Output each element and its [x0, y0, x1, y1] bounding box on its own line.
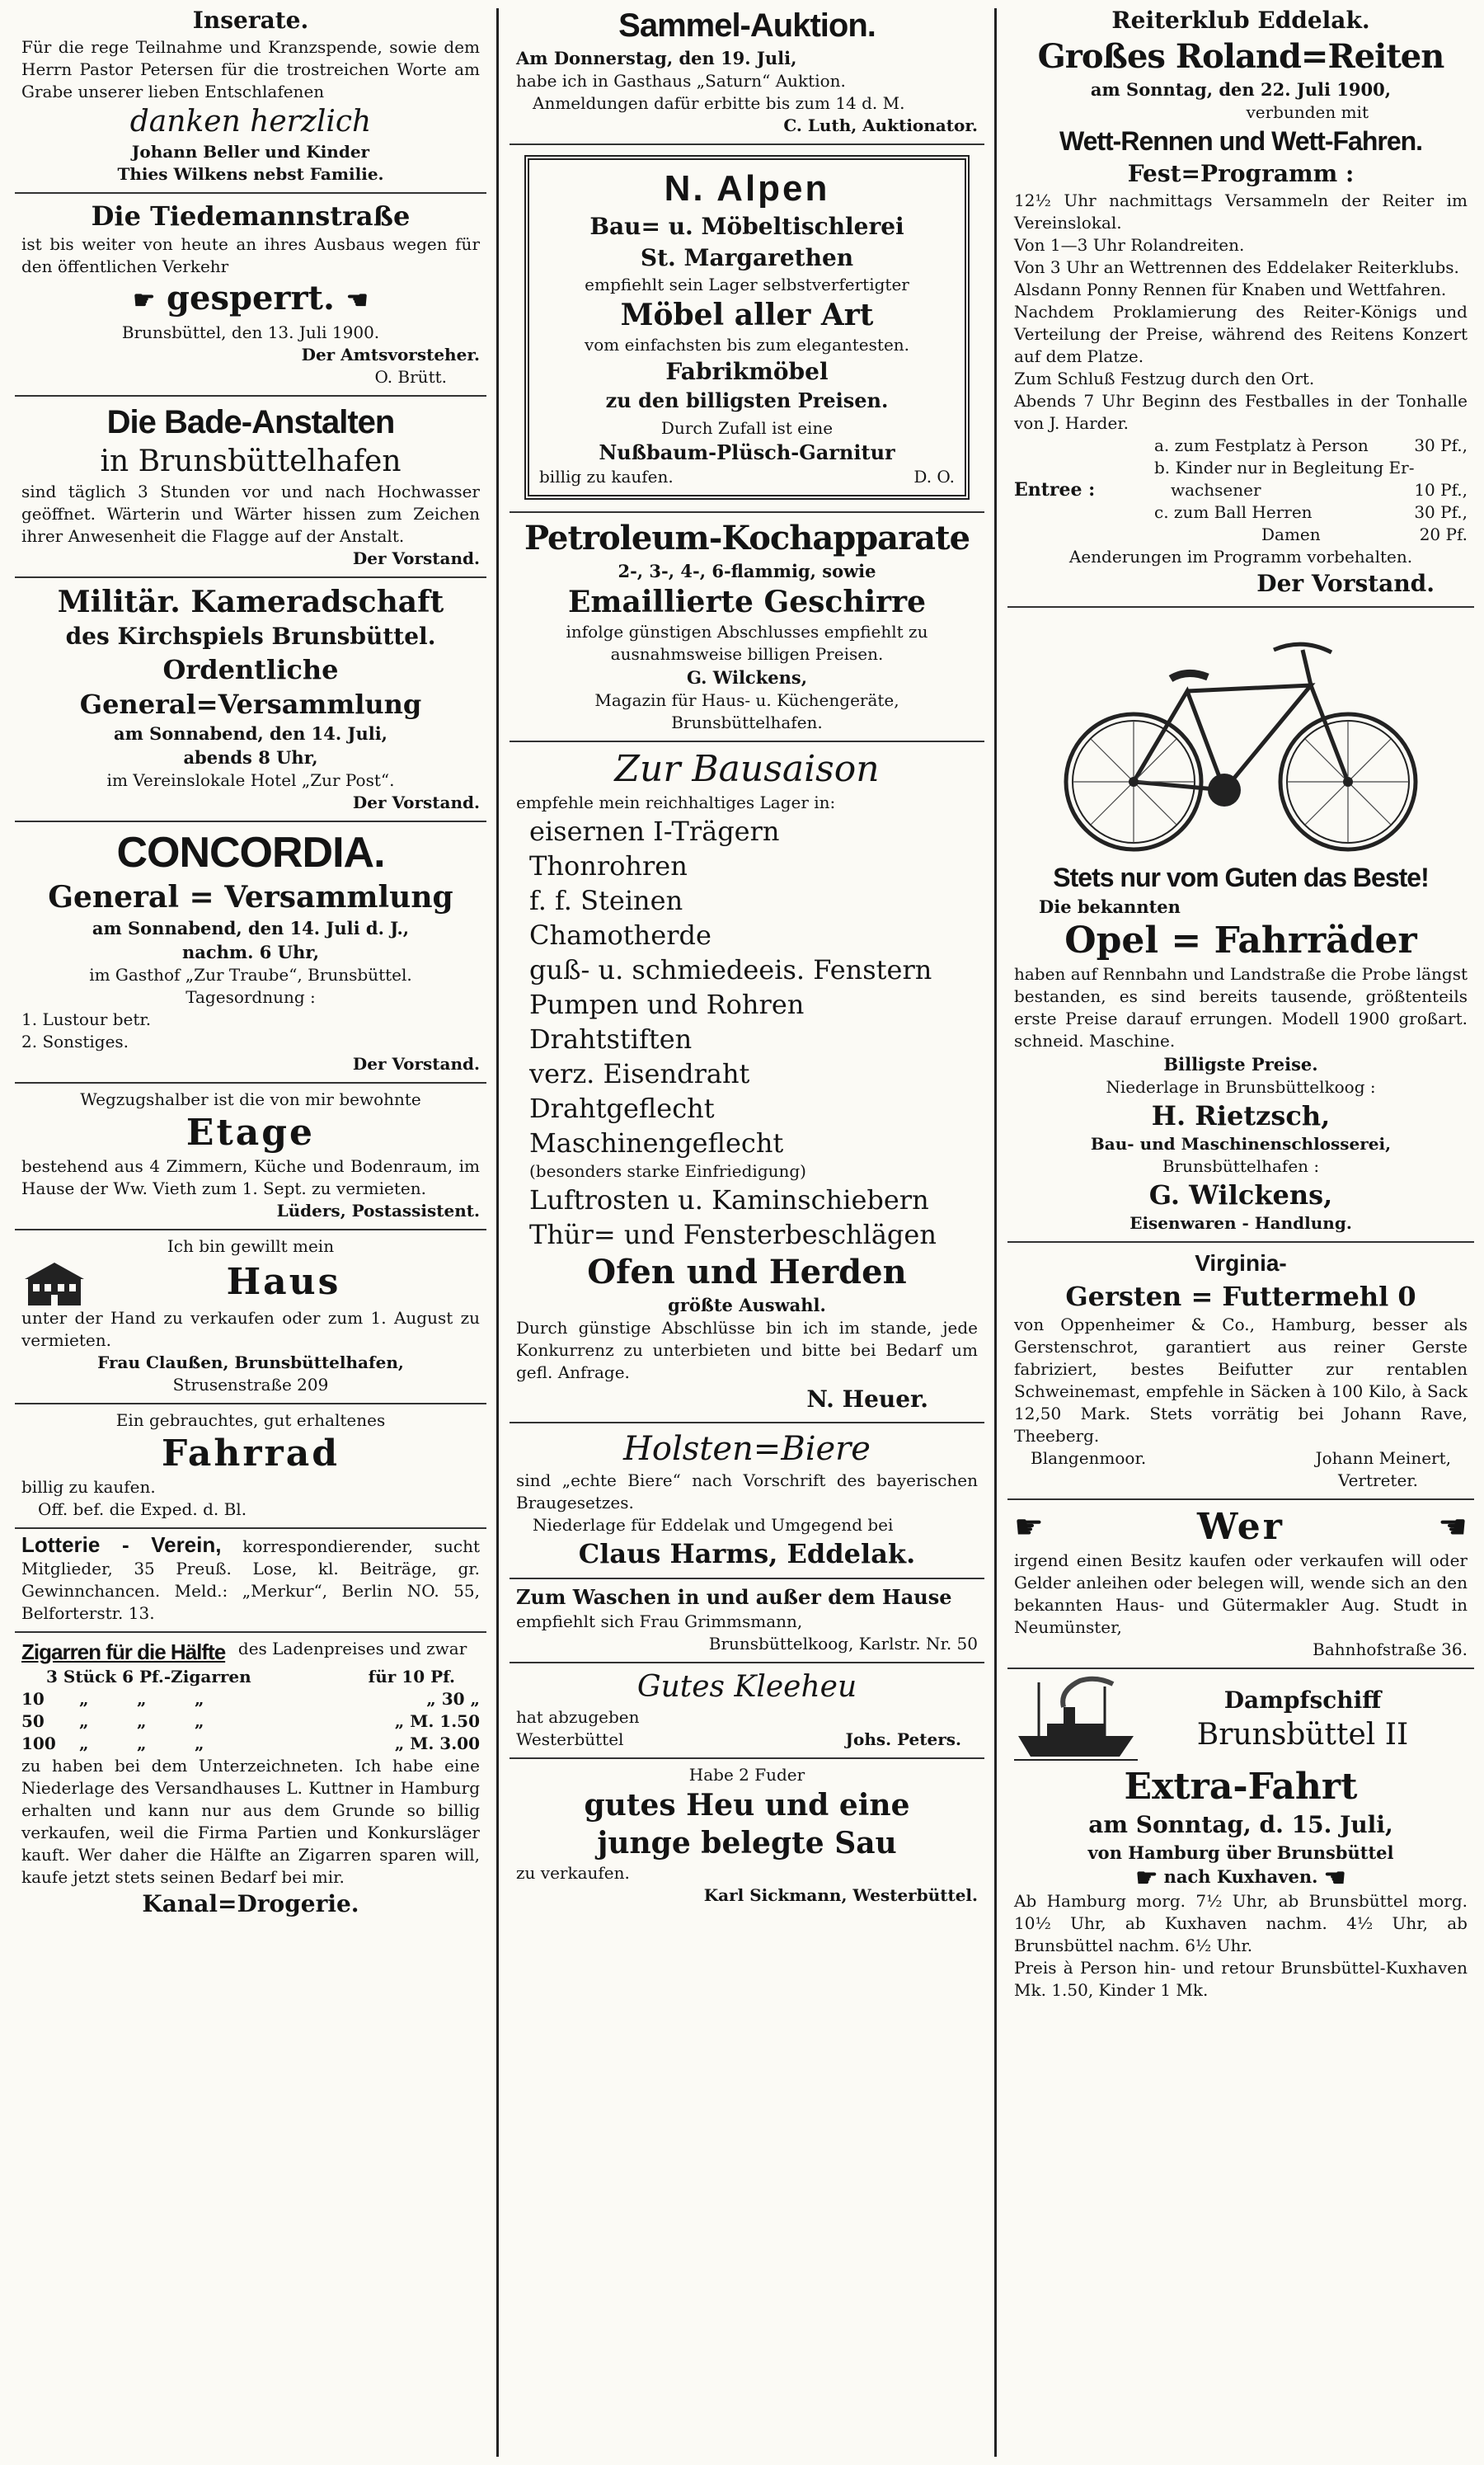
ad-agenda-item: 2. Sonstiges.: [21, 1032, 129, 1051]
ad-subtitle: in Brunsbüttelhafen: [100, 445, 402, 478]
ad-address: Strusenstraße 209: [172, 1375, 329, 1395]
ad-agenda-item: 1. Lustour betr.: [21, 1009, 152, 1029]
ad-dealer-sub: Bau- und Maschinenschlosserei,: [1090, 1134, 1392, 1154]
program-title: Fest=Programm :: [1127, 160, 1355, 187]
ad-headline: General = Versammlung: [48, 880, 453, 915]
ad-text: hat abzugeben: [516, 1707, 640, 1727]
ad-place: Brunsbüttelhafen.: [671, 713, 823, 732]
ad-headline: gutes Heu und eine: [584, 1788, 910, 1823]
ad-sammel-auktion: [510, 0, 984, 145]
ad-signature: Karl Sickmann, Westerbüttel.: [703, 1885, 978, 1905]
ad-intro: Ein gebrauchtes, gut erhaltenes: [115, 1410, 386, 1430]
ad-date: Am Donnerstag, den 19. Juli,: [516, 48, 797, 68]
price-row: c. zum Ball Herren 30 Pf.,: [1154, 502, 1468, 522]
ad-text: empfiehlt sich Frau Grimmsmann,: [516, 1611, 803, 1631]
ad-headline: Emaillierte Geschirre: [567, 585, 927, 619]
ad-text: unter der Hand zu verkaufen oder zum 1. August zu vermieten.: [21, 1308, 480, 1350]
ad-signature: Der Vorstand.: [352, 793, 480, 812]
ad-signature: Johann Meinert,: [1315, 1448, 1451, 1468]
ad-intro: Habe 2 Fuder: [688, 1765, 805, 1785]
ad-slogan: Stets nur vom Guten das Beste!: [1053, 863, 1429, 892]
ad-date: am Sonntag, d. 15. Juli,: [1088, 1811, 1393, 1838]
ad-text: Off. bef. die Exped. d. Bl.: [38, 1499, 247, 1519]
section-title: Inserate.: [192, 7, 309, 34]
ad-headline-sub: größte Auswahl.: [668, 1295, 826, 1315]
ad-signature: Der Vorstand.: [352, 1054, 480, 1074]
list-item: Pumpen und Rohren: [529, 989, 805, 1020]
ad-headline: General=Versammlung: [79, 689, 422, 720]
ad-headline: Extra-Fahrt: [1124, 1766, 1358, 1808]
ad-bausaison: [510, 742, 984, 1423]
program-item: Alsdann Ponny Rennen für Knaben und Wettfahren.: [1014, 280, 1447, 299]
program-item: 12½ Uhr nachmittags Versammeln der Reiter im Vereinslokal.: [1014, 191, 1468, 233]
price-row: b. Kinder nur in Begleitung Er-: [1154, 458, 1415, 477]
ad-text: zu den billigsten Preisen.: [605, 388, 889, 412]
ad-headline: Gersten = Futtermehl 0: [1065, 1281, 1416, 1312]
list-note: (besonders starke Einfriedigung): [529, 1161, 806, 1181]
ad-dealer: H. Rietzsch,: [1151, 1100, 1331, 1131]
ad-date: am Sonntag, den 22. Juli 1900,: [1090, 79, 1392, 100]
price-list: [1138, 435, 1468, 546]
ad-aside: des Ladenpreises und zwar: [237, 1639, 467, 1658]
ad-text: empfiehlt sein Lager selbstverfertigter: [585, 275, 909, 294]
ad-place: im Gasthof „Zur Traube“, Brunsbüttel.: [89, 965, 412, 985]
ad-haus: [15, 1230, 486, 1404]
ad-headline-row: [21, 278, 480, 322]
entree-label: Entree :: [1014, 479, 1096, 501]
price-row: 50 „ „ „ „ M. 1.50: [21, 1711, 480, 1731]
ad-place: Westerbüttel: [516, 1729, 624, 1749]
ad-concordia: [15, 822, 486, 1084]
ad-place: St. Margarethen: [640, 244, 854, 271]
ad-intro: Ich bin gewillt mein: [167, 1236, 335, 1256]
ad-place: Blangenmoor.: [1031, 1448, 1147, 1468]
ad-address: Bahnhofstraße 36.: [1313, 1639, 1468, 1659]
ad-title: Opel = Fahrräder: [1064, 920, 1417, 962]
ad-headline: Etage: [186, 1112, 316, 1154]
list-item: f. f. Steinen: [529, 885, 683, 916]
ad-place: im Vereinslokale Hotel „Zur Post“.: [106, 770, 395, 790]
price-row: a. zum Festplatz à Person 30 Pf.,: [1154, 435, 1468, 455]
list-item: guß- u. schmiedeeis. Fenstern: [529, 954, 932, 986]
ad-headline: Fahrrad: [162, 1432, 340, 1475]
ad-title: Zigarren für die Hälfte: [21, 1639, 226, 1664]
ad-time: nachm. 6 Uhr,: [181, 942, 320, 962]
ad-wer: [1007, 1500, 1474, 1669]
ad-text: Durch Zufall ist eine: [660, 418, 834, 438]
ad-text: ist bis weiter von heute an ihres Ausbaus wegen für den öffentlichen Verkehr: [21, 234, 480, 276]
ad-headline: Wett-Rennen und Wett-Fahren.: [1059, 126, 1423, 156]
list-item: verz. Eisendraht: [529, 1058, 750, 1089]
ad-signature: G. Wilckens,: [686, 667, 808, 688]
ad-signature: C. Luth, Auktionator.: [783, 115, 978, 135]
ad-title: Zur Bausaison: [614, 748, 880, 790]
ad-subtitle: Bau= u. Möbeltischlerei: [589, 213, 904, 240]
ad-ship-name: Brunsbüttel II: [1196, 1718, 1409, 1752]
ad-initials: D. O.: [913, 467, 955, 487]
pointing-hand-right-icon: ☛: [1135, 1864, 1158, 1893]
ad-date: am Sonnabend, den 14. Juli d. J.,: [92, 918, 410, 938]
program-item: Nachdem Proklamierung des Reiter-Königs und Verteilung der Preise, während des Reitens Konzert auf dem Platze.: [1014, 302, 1468, 366]
ad-intro: empfehle mein reichhaltiges Lager in:: [516, 793, 836, 812]
price-row: 10 „ „ „ „ 30 „: [21, 1689, 480, 1709]
ad-intro: Wegzugshalber ist die von mir bewohnte: [80, 1089, 421, 1109]
ad-heu: [510, 1759, 984, 1913]
ad-depot: Niederlage in Brunsbüttelkoog :: [1106, 1077, 1376, 1097]
ad-route: von Hamburg über Brunsbüttel: [1087, 1842, 1394, 1863]
ad-text: vom einfachsten bis zum elegantesten.: [584, 335, 910, 355]
ad-signature: Frau Claußen, Brunsbüttelhafen,: [97, 1352, 404, 1372]
ad-virginia: [1007, 1243, 1474, 1500]
ad-headline: Ofen und Herden: [587, 1253, 907, 1291]
ad-signature-sub: Magazin für Haus- u. Küchengeräte,: [594, 690, 899, 710]
ad-place-date: Brunsbüttel, den 13. Juli 1900.: [121, 322, 380, 342]
ad-text: infolge günstigen Abschlusses empfiehlt zu ausnahmsweise billigen Preisen.: [566, 622, 928, 664]
ad-text: Anmeldungen dafür erbitte bis zum 14 d. M.: [533, 93, 905, 113]
ad-headline: Ordentliche: [162, 654, 339, 685]
list-item: Drahtgeflecht: [529, 1093, 715, 1124]
product-list: [516, 814, 978, 1252]
ad-title: CONCORDIA.: [116, 829, 385, 877]
ad-border-frame: [524, 155, 970, 500]
ad-headline-row: [21, 1258, 480, 1307]
ad-signature: Der Amtsvorsteher.: [301, 345, 480, 365]
ad-title: Die Bade-Anstalten: [106, 404, 395, 440]
ad-address: Brunsbüttelkoog, Karlstr. Nr. 50: [708, 1634, 978, 1654]
steamship-icon: [1014, 1674, 1138, 1765]
ad-headline: Nußbaum-Plüsch-Garnitur: [599, 440, 895, 464]
ad-fahrrad: [15, 1404, 486, 1529]
column-middle: [510, 0, 984, 2465]
pointing-hand-left-icon: ☚: [1438, 1508, 1468, 1546]
ad-headline: danken herzlich: [129, 105, 372, 139]
ad-signature: Lüders, Postassistent.: [276, 1201, 480, 1221]
ad-headline: Wer: [1196, 1506, 1284, 1548]
house-icon: [21, 1258, 87, 1307]
ad-note: Aenderungen im Programm vorbehalten.: [1068, 547, 1413, 567]
ad-subtitle: des Kirchspiels Brunsbüttel.: [65, 623, 436, 650]
column-rule: [994, 8, 997, 2457]
ad-role: Vertreter.: [1337, 1470, 1418, 1490]
ad-text: zu haben bei dem Unterzeichneten. Ich habe eine Niederlage des Versandhauses L. Kuttner in Hamburg erhalten und kann nur aus dem Grunde so billig verkaufen, weil die Firma Partien und Konkursläger kauft. Wer daher die Hälfte an Zigarren sparen will, kaufe jetzt stets seinen Bedarf bei mir.: [21, 1756, 480, 1887]
ad-prices: Billigste Preise.: [1163, 1054, 1318, 1075]
ad-title: Großes Roland=Reiten: [1037, 37, 1444, 76]
column-right: [1007, 0, 1474, 2465]
ad-inserate: [15, 0, 486, 194]
ad-headline: gesperrt.: [167, 279, 335, 318]
pointing-hand-right-icon: ☛: [133, 286, 156, 315]
ad-bade-anstalten: [15, 397, 486, 578]
ad-waschen: [510, 1579, 984, 1663]
ad-route-row: [1014, 1864, 1468, 1893]
ad-signature: Kanal=Drogerie.: [142, 1890, 359, 1917]
ad-title: Holsten=Biere: [623, 1430, 871, 1468]
ad-signature: Der Vorstand.: [1256, 570, 1435, 597]
ad-route: nach Kuxhaven.: [1163, 1866, 1318, 1887]
ad-signature: Claus Harms, Eddelak.: [578, 1538, 916, 1569]
ad-intro: Die bekannten: [1039, 896, 1181, 917]
ad-dealer-sub: Eisenwaren - Handlung.: [1129, 1213, 1352, 1233]
price-row: wachsener 10 Pf.,: [1171, 480, 1468, 500]
ad-text: von Oppenheimer & Co., Hamburg, besser als Gerstenschrot, garantiert aus reiner Gerste fabriziert, bestes Beifutter zur rentablen Schweinemast, empfehle in Säcken à 100 Kilo, à Sack 12,50 Mark. Stets vorrätig bei Johann Rave, Theeberg.: [1014, 1315, 1468, 1446]
ad-title: Gutes Kleeheu: [636, 1670, 857, 1704]
pointing-hand-right-icon: ☛: [1014, 1508, 1044, 1546]
ad-signature: Johann Beller und Kinder: [131, 142, 370, 162]
ad-price: Preis à Person hin- und retour Brunsbüttel-Kuxhaven Mk. 1.50, Kinder 1 Mk.: [1014, 1958, 1468, 2000]
ad-title: N. Alpen: [664, 168, 830, 209]
ad-title: Die Tiedemannstraße: [91, 200, 411, 232]
price-row: 100 „ „ „ „ M. 3.00: [21, 1733, 480, 1753]
ad-club: Reiterklub Eddelak.: [1111, 7, 1370, 34]
ad-text: Durch günstige Abschlüsse bin ich im stande, jede Konkurrenz zu unterbieten und bitte bei Bedarf um gefl. Anfrage.: [516, 1318, 978, 1382]
ad-subtitle: 2-, 3-, 4-, 6-flammig, sowie: [618, 561, 876, 581]
ad-text: sind täglich 3 Stunden vor und nach Hochwasser geöffnet. Wärterin und Wärter hissen zum Zeichen ihrer Anwesenheit die Flagge auf der Anstalt.: [21, 482, 480, 546]
program-item: Von 1—3 Uhr Rolandreiten.: [1014, 235, 1245, 255]
ad-opel: [1007, 608, 1474, 1243]
ad-text: habe ich in Gasthaus „Saturn“ Auktion.: [516, 71, 846, 91]
ad-text: zu verkaufen.: [516, 1863, 630, 1883]
list-item: Drahtstiften: [529, 1023, 693, 1055]
ad-lotterie: [15, 1529, 486, 1633]
ad-signature: Thies Wilkens nebst Familie.: [117, 164, 384, 184]
ad-text: bestehend aus 4 Zimmern, Küche und Bodenraum, im Hause der Ww. Vieth zum 1. Sept. zu vermieten.: [21, 1156, 480, 1198]
ad-text: billig zu kaufen.: [539, 467, 674, 487]
ad-holsten-biere: [510, 1423, 984, 1579]
ad-text: irgend einen Besitz kaufen oder verkaufen will oder Gelder anleihen oder belegen will, wende sich an den bekannten Haus- und Gütermakler Aug. Studt in Neumünster,: [1014, 1550, 1468, 1637]
ad-text: Für die rege Teilnahme und Kranzspende, sowie dem Herrn Pastor Petersen für die trostreichen Worte am Grabe unserer lieben Entschlafenen: [21, 37, 480, 101]
ad-text: korrespondierender, sucht Mitglieder, 35 Preuß. Lose, kl. Beiträge, gr. Gewinnchancen. Meld.: „Merkur“, Berlin NO. 55, Belforterstr. 13.: [21, 1536, 480, 1623]
ad-headline: Fabrikmöbel: [665, 358, 829, 385]
ad-title: Militär. Kameradschaft: [57, 585, 444, 619]
column-rule: [496, 8, 499, 2457]
pointing-hand-left-icon: ☚: [1323, 1864, 1346, 1893]
ad-signature-name: O. Brütt.: [374, 367, 447, 387]
ad-headline: Haus: [226, 1261, 341, 1303]
price-row: Damen 20 Pf.: [1261, 525, 1468, 544]
ad-title: Dampfschiff: [1223, 1686, 1382, 1714]
column-left: [15, 0, 486, 2465]
ad-kleeheu: [510, 1663, 984, 1759]
ad-time: abends 8 Uhr,: [183, 747, 318, 768]
ad-signature: Der Vorstand.: [352, 548, 480, 568]
list-item: eisernen I-Trägern: [529, 816, 780, 847]
ad-etage: [15, 1084, 486, 1230]
ad-title: Zum Waschen in und außer dem Hause: [516, 1585, 952, 1609]
ad-dealer: G. Wilckens,: [1148, 1179, 1333, 1211]
program-item: Von 3 Uhr an Wettrennen des Eddelaker Reiterklubs.: [1014, 257, 1459, 277]
ad-headline: junge belegte Sau: [597, 1826, 897, 1861]
list-item: Maschinengeflecht: [529, 1127, 784, 1159]
ad-text: sind „echte Biere“ nach Vorschrift des bayerischen Braugesetzes.: [516, 1470, 978, 1512]
ad-alpen: [510, 145, 984, 513]
ad-text: haben auf Rennbahn und Landstraße die Probe längst bestanden, es sind bereits tausende, größtenteils erste Preise darauf errungen. Modell 1900 großart. schneid. Maschine.: [1014, 964, 1468, 1051]
ad-headline: Möbel aller Art: [620, 298, 874, 332]
list-item: Thür= und Fensterbeschlägen: [529, 1219, 937, 1250]
ad-text: Ab Hamburg morg. 7½ Uhr, ab Brunsbüttel morg. 10½ Uhr, ab Kuxhaven nachm. 4½ Uhr, ab Brunsbüttel nachm. 6½ Uhr.: [1014, 1891, 1468, 1955]
ad-petroleum: [510, 513, 984, 742]
ad-dampfschiff: [1007, 1669, 1474, 2008]
price-row: 3 Stück 6 Pf.-Zigarren für 10 Pf.: [46, 1667, 455, 1686]
ad-zigarren: [15, 1633, 486, 1926]
ad-signature: N. Heuer.: [806, 1385, 928, 1413]
ad-agenda-title: Tagesordnung :: [186, 987, 316, 1007]
list-item: Chamotherde: [529, 920, 711, 951]
list-item: Thonrohren: [529, 850, 688, 882]
ad-text: verbunden mit: [1246, 102, 1369, 122]
ad-title: Sammel-Auktion.: [618, 7, 876, 44]
ad-depot: Brunsbüttelhafen :: [1162, 1156, 1320, 1176]
program-item: Abends 7 Uhr Beginn des Festballes in der Tonhalle von J. Harder.: [1014, 391, 1468, 433]
ad-headline-row: [1014, 1505, 1468, 1550]
entree-block: [1014, 435, 1468, 546]
ad-text: billig zu kaufen.: [21, 1477, 156, 1497]
bicycle-icon: [1018, 613, 1463, 860]
ad-text: Niederlage für Eddelak und Umgegend bei: [533, 1515, 894, 1535]
ad-title: Virginia-: [1195, 1250, 1287, 1276]
ad-militaer: [15, 578, 486, 822]
ad-title: Petroleum-Kochapparate: [524, 519, 970, 557]
ad-signature: Johs. Peters.: [845, 1729, 961, 1749]
ad-tiedemann: [15, 194, 486, 397]
ad-title: Lotterie - Verein,: [21, 1532, 222, 1557]
list-item: Luftrosten u. Kaminschiebern: [529, 1184, 929, 1216]
program-item: Zum Schluß Festzug durch den Ort.: [1014, 369, 1315, 388]
ad-reiterklub: [1007, 0, 1474, 608]
pointing-hand-left-icon: ☚: [345, 286, 369, 315]
ad-date: am Sonnabend, den 14. Juli,: [113, 723, 387, 744]
